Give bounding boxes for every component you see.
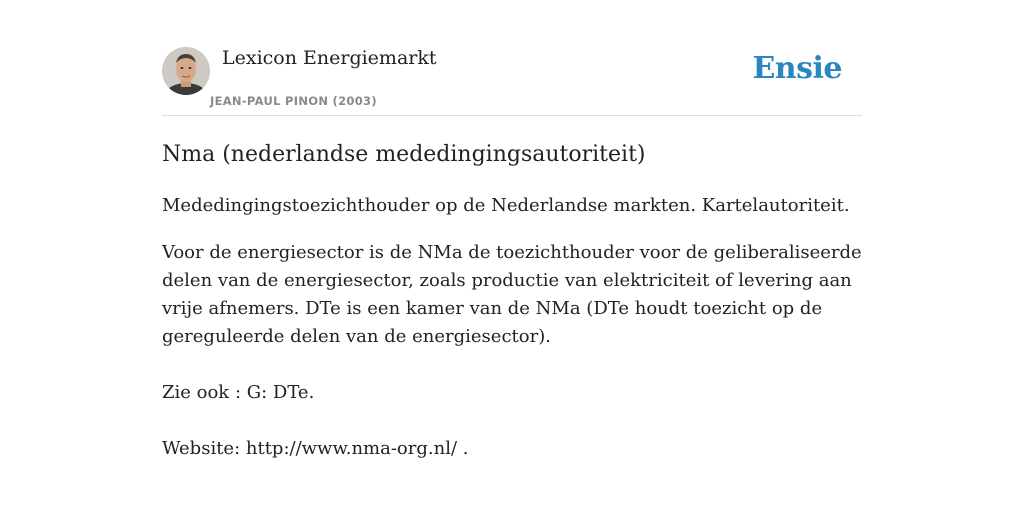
entry-body [162, 192, 862, 482]
header [162, 0, 862, 116]
ensie-logo[interactable]: Ensie [752, 51, 842, 86]
see-also-paragraph: Zie ook : G: DTe. [162, 382, 315, 403]
definition-paragraph: Mededingingstoezichthouder op de Nederlandse markten. Kartelautoriteit. [162, 195, 850, 216]
author-name[interactable]: JEAN-PAUL PINON (2003) [210, 94, 377, 108]
author-avatar[interactable] [162, 47, 210, 95]
description-paragraph: Voor de energiesector is de NMa de toezichthouder voor de geliberaliseerde delen van de energiesector, zoals productie van elektriciteit of levering aan vrije afnemers. DTe is een kamer van de NMa (DTe houdt toezicht op de gereguleerde delen van de energiesector). [162, 242, 862, 347]
website-paragraph: Website: http://www.nma-org.nl/ . [162, 438, 469, 459]
lexicon-title[interactable]: Lexicon Energiemarkt [222, 47, 437, 69]
entry-title: Nma (nederlandse mededingingsautoriteit) [162, 142, 646, 167]
page-container [162, 0, 862, 459]
person-icon [162, 47, 210, 95]
